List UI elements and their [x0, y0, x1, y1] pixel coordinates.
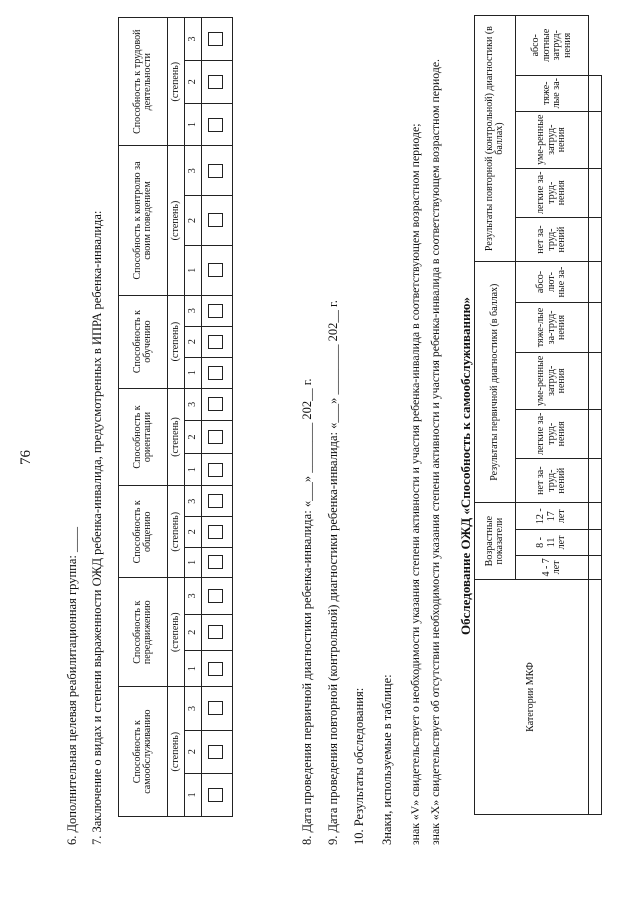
degree-cell [202, 486, 233, 517]
ability-4: Способность к ориентации [119, 388, 168, 486]
degree-checkbox[interactable] [208, 555, 223, 569]
degree-checkbox[interactable] [208, 788, 223, 802]
degree-number: 2 [185, 421, 202, 454]
ability-1: Способность к самообслуживанию [119, 687, 168, 817]
line-7: 7. Заключение о видах и степени выраженности ОЖД ребенка-инвалида, предусмотренных в ИПРА ребенка-инвалида: [90, 210, 104, 845]
degree-number: 1 [185, 650, 202, 686]
degree-checkbox[interactable] [208, 75, 223, 89]
degree-checkbox[interactable] [208, 214, 223, 228]
degree-cell [202, 687, 233, 730]
degree-number: 2 [185, 326, 202, 357]
abilities-table [118, 17, 233, 817]
degree-checkbox[interactable] [208, 164, 223, 178]
sign-x: знак «X» свидетельствует об отсутствии необходимости указания степени активности и участия ребенка-инвалида в соответствующем возрастном периоде. [428, 58, 442, 845]
degree-checkbox[interactable] [208, 263, 223, 277]
degree-number: 3 [185, 146, 202, 196]
degree-label: (степень) [168, 486, 185, 578]
mkf-header: Категории МКФ [475, 580, 589, 815]
degree-number: 3 [185, 18, 202, 61]
signs-intro: Знаки, используемые в таблице: [380, 674, 394, 845]
degree-label: (степень) [168, 388, 185, 486]
line-8: 8. Дата проведения первичной диагностики ребенка-инвалида: «___» ________ 202__ г. [300, 378, 314, 845]
degree-cell [202, 730, 233, 773]
degree-label: (степень) [168, 578, 185, 687]
repeat-score-heavy: тяже-лые за- [516, 75, 589, 111]
degree-label: (степень) [168, 295, 185, 388]
degree-checkbox[interactable] [208, 304, 223, 318]
ability-3: Способность к общению [119, 486, 168, 578]
degree-checkbox[interactable] [208, 430, 223, 444]
repeat-score-none: нет за-труд-нений [516, 217, 589, 261]
degree-cell [202, 650, 233, 686]
degree-cell [202, 245, 233, 295]
degree-label: (степень) [168, 687, 185, 817]
degree-number: 2 [185, 196, 202, 246]
score-absolute: абсо-лют-ные за- [516, 262, 589, 303]
repeat-score-moderate: уме-ренные затруд-нения [516, 111, 589, 168]
age-header: Возрастные показатели [475, 503, 516, 580]
line-10: 10. Результаты обследования: [352, 687, 366, 845]
age-12-17: 12 - 17 лет [516, 503, 589, 530]
degree-cell [202, 614, 233, 650]
degree-cell [202, 295, 233, 326]
degree-checkbox[interactable] [208, 589, 223, 603]
degree-number: 1 [185, 453, 202, 486]
selfcare-table [474, 15, 602, 815]
ability-5: Способность к обучению [119, 295, 168, 388]
degree-number: 3 [185, 388, 202, 421]
degree-cell [202, 18, 233, 61]
degree-cell [202, 773, 233, 816]
degree-checkbox[interactable] [208, 32, 223, 46]
ability-2: Способность к передвижению [119, 578, 168, 687]
degree-number: 2 [185, 60, 202, 103]
degree-checkbox[interactable] [208, 701, 223, 715]
degree-cell [202, 453, 233, 486]
age-8-11: 8 - 11 лет [516, 530, 589, 556]
degree-number: 3 [185, 295, 202, 326]
degree-number: 1 [185, 245, 202, 295]
survey-title: Обследование ОЖД «Способность к самообслуживанию» [458, 297, 473, 635]
age-4-7: 4 - 7 лет [516, 555, 589, 579]
score-light: легкие за-труд-нения [516, 409, 589, 458]
degree-cell [202, 326, 233, 357]
degree-cell [202, 196, 233, 246]
degree-cell [202, 578, 233, 614]
page-number: 76 [18, 450, 34, 465]
degree-checkbox[interactable] [208, 366, 223, 380]
degree-cell [202, 517, 233, 548]
degree-label: (степень) [168, 146, 185, 295]
degree-number: 1 [185, 547, 202, 578]
sign-v: знак «V» свидетельствует о необходимости указания степени активности и участия ребенка-инвалида в соответствующем возрастном периоде; [408, 123, 422, 845]
degree-number: 2 [185, 517, 202, 548]
repeat-score-absolute: абсо-лютные затруд-нения [516, 16, 589, 76]
line-6: 6. Дополнительная целевая реабилитационная группа: ____ [65, 527, 79, 845]
degree-checkbox[interactable] [208, 745, 223, 759]
degree-cell [202, 103, 233, 146]
degree-cell [202, 146, 233, 196]
degree-number: 3 [185, 687, 202, 730]
degree-checkbox[interactable] [208, 463, 223, 477]
degree-cell [202, 357, 233, 388]
degree-checkbox[interactable] [208, 397, 223, 411]
ability-6: Способность к контролю за своим поведением [119, 146, 168, 295]
score-moderate: уме-ренные затруд-нения [516, 353, 589, 410]
degree-checkbox[interactable] [208, 118, 223, 132]
degree-label: (степень) [168, 18, 185, 146]
degree-cell [202, 547, 233, 578]
score-none: нет за-труд-нений [516, 459, 589, 503]
degree-checkbox[interactable] [208, 494, 223, 508]
degree-number: 1 [185, 103, 202, 146]
degree-checkbox[interactable] [208, 625, 223, 639]
score-heavy: тяже-лые за-труд-нения [516, 302, 589, 352]
line-9: 9. Дата проведения повторной (контрольной) диагностики ребенка-инвалида: «___» ________ 202__ г. [326, 300, 340, 845]
repeat-header: Результаты повторной (контрольной) диагностики (в баллах) [475, 16, 516, 262]
degree-checkbox[interactable] [208, 335, 223, 349]
degree-number: 1 [185, 357, 202, 388]
degree-cell [202, 60, 233, 103]
degree-number: 3 [185, 578, 202, 614]
degree-checkbox[interactable] [208, 525, 223, 539]
degree-number: 2 [185, 730, 202, 773]
degree-number: 3 [185, 486, 202, 517]
repeat-score-light: легкие за-труд-нения [516, 168, 589, 217]
degree-number: 2 [185, 614, 202, 650]
degree-cell [202, 421, 233, 454]
degree-cell [202, 388, 233, 421]
degree-checkbox[interactable] [208, 662, 223, 676]
primary-header: Результаты первичной диагностики (в баллах) [475, 262, 516, 503]
degree-number: 1 [185, 773, 202, 816]
ability-7: Способность к трудовой деятельности [119, 18, 168, 146]
